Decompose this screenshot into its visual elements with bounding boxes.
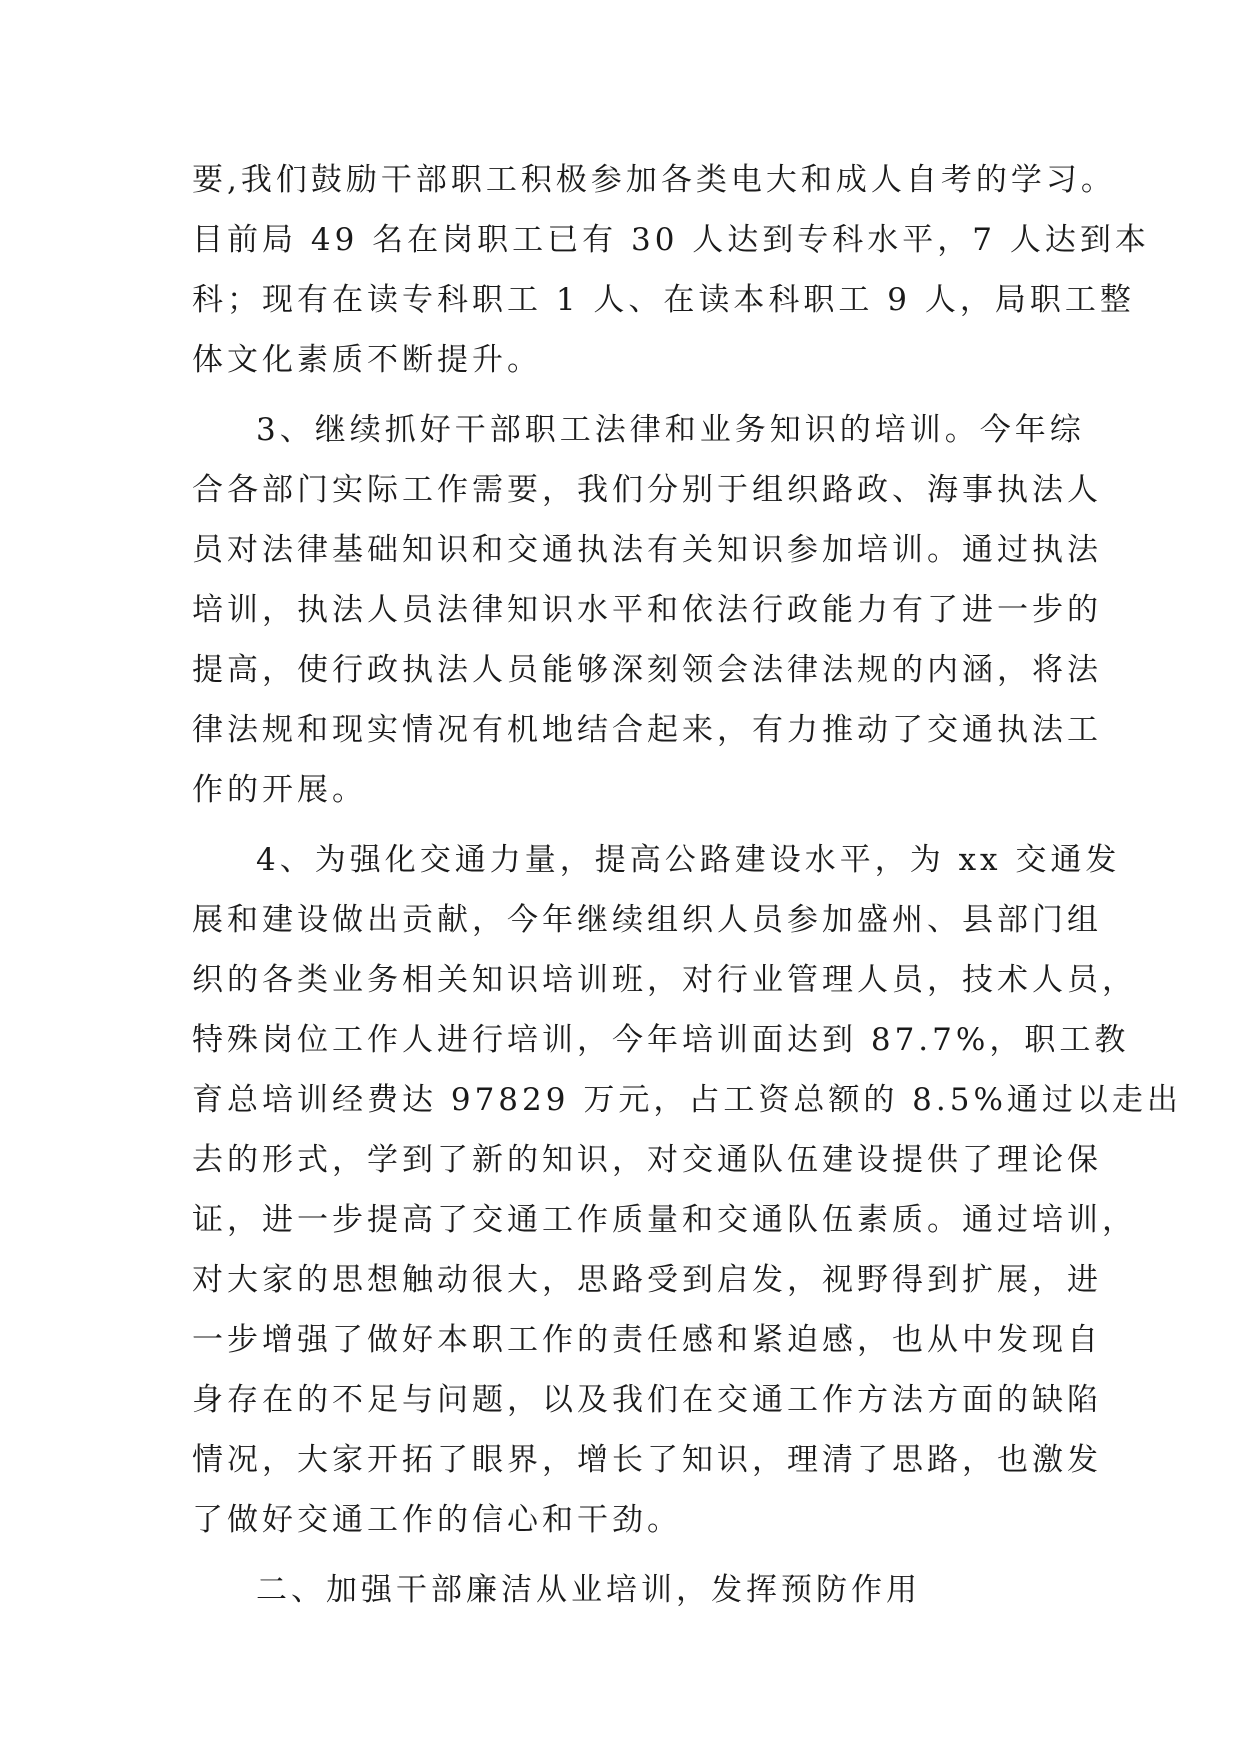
text-line: 要,我们鼓励干部职工积极参加各类电大和成人自考的学习。 xyxy=(192,162,1116,198)
text-line: 了做好交通工作的信心和干劲。 xyxy=(192,1502,682,1538)
text-line: 去的形式，学到了新的知识，对交通队伍建设提供了理论保 xyxy=(192,1142,1102,1178)
document-body xyxy=(192,150,1182,1620)
text-line: 身存在的不足与问题，以及我们在交通工作方法方面的缺陷 xyxy=(192,1382,1102,1418)
text-line: 特殊岗位工作人进行培训，今年培训面达到 87.7%，职工教 xyxy=(192,1022,1130,1058)
text-line: 育总培训经费达 97829 万元，占工资总额的 8.5%通过以走出 xyxy=(192,1082,1182,1118)
text-line: 情况，大家开拓了眼界，增长了知识，理清了思路，也激发 xyxy=(192,1442,1102,1478)
text-line: 员对法律基础知识和交通执法有关知识参加培训。通过执法 xyxy=(192,532,1102,568)
section-heading xyxy=(192,1560,1082,1620)
text-line: 4、为强化交通力量，提高公路建设水平，为 xx 交通发 xyxy=(256,842,1121,878)
text-line: 证，进一步提高了交通工作质量和交通队伍素质。通过培训， xyxy=(192,1202,1137,1238)
text-line: 培训，执法人员法律知识水平和依法行政能力有了进一步的 xyxy=(192,592,1102,628)
paragraph-legal-training xyxy=(192,400,1102,820)
text-line: 提高，使行政执法人员能够深刻领会法律法规的内涵，将法 xyxy=(192,652,1102,688)
text-line: 织的各类业务相关知识培训班，对行业管理人员，技术人员， xyxy=(192,962,1137,998)
heading-line: 二、加强干部廉洁从业培训，发挥预防作用 xyxy=(256,1572,921,1608)
paragraph-education xyxy=(192,150,1150,390)
text-line: 目前局 49 名在岗职工已有 30 人达到专科水平，7 人达到本 xyxy=(192,222,1150,258)
text-line: 一步增强了做好本职工作的责任感和紧迫感，也从中发现自 xyxy=(192,1322,1102,1358)
text-line: 对大家的思想触动很大，思路受到启发，视野得到扩展，进 xyxy=(192,1262,1102,1298)
paragraph-traffic-training xyxy=(192,830,1182,1550)
text-line: 体文化素质不断提升。 xyxy=(192,342,542,378)
text-line: 3、继续抓好干部职工法律和业务知识的培训。今年综 xyxy=(256,412,1085,448)
text-line: 合各部门实际工作需要，我们分别于组织路政、海事执法人 xyxy=(192,472,1102,508)
text-line: 科；现有在读专科职工 1 人、在读本科职工 9 人，局职工整 xyxy=(192,282,1135,318)
text-line: 作的开展。 xyxy=(192,772,367,808)
text-line: 律法规和现实情况有机地结合起来，有力推动了交通执法工 xyxy=(192,712,1102,748)
text-line: 展和建设做出贡献，今年继续组织人员参加盛州、县部门组 xyxy=(192,902,1102,938)
